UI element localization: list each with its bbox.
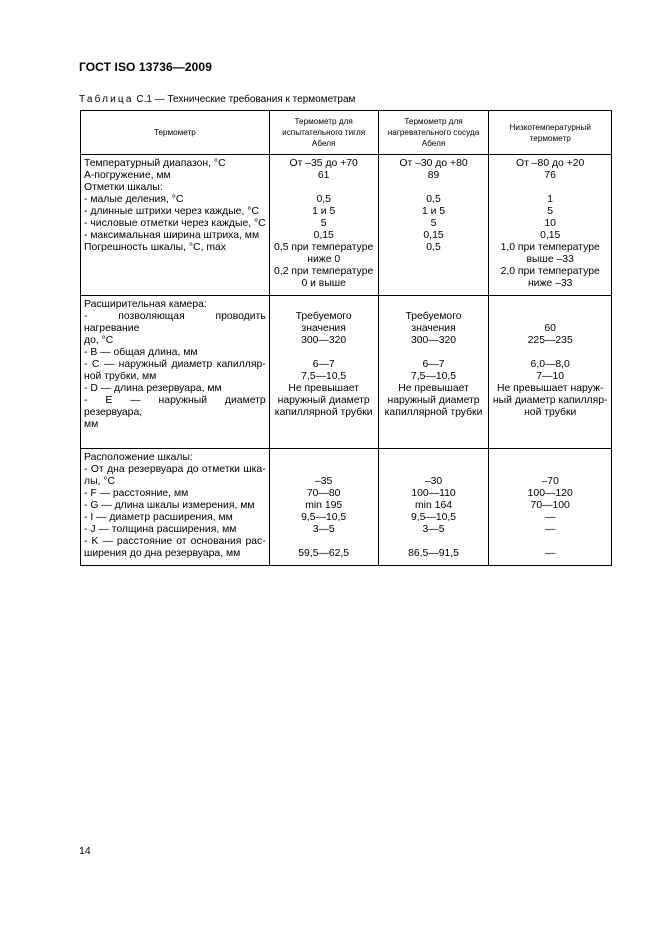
parameter-text: ширения до дна резервуара, мм xyxy=(84,548,241,559)
value-text: значения xyxy=(411,323,456,334)
parameter-text: - В — общая длина, мм xyxy=(84,347,198,358)
table-row-group xyxy=(81,296,612,449)
value-text: 7,5—10,5 xyxy=(301,371,347,382)
column-header: Термометр для испытательного тигля Абеля xyxy=(269,111,378,155)
parameter-cell xyxy=(81,296,270,449)
parameter-text: Погрешность шкалы, °С, max xyxy=(84,242,226,253)
value-text: — xyxy=(545,548,556,559)
page-number: 14 xyxy=(79,845,91,857)
value-text: наружный диаметр xyxy=(277,395,370,406)
document-header: ГОСТ ISO 13736—2009 xyxy=(79,60,212,74)
value-text: 5 xyxy=(320,218,327,229)
value-text: 0,5 xyxy=(316,194,331,205)
value-text: 1 и 5 xyxy=(312,206,336,217)
value-text: 70—100 xyxy=(530,500,570,511)
table-body xyxy=(81,155,612,566)
column-header: Низкотемпературный термометр xyxy=(489,111,612,155)
parameter-text: - От дна резервуара до отметки шка- xyxy=(84,464,266,475)
parameter-text: - С — наружный диаметр капилляр- xyxy=(84,359,266,370)
table-caption-text: С.1 — Технические требования к термометрам xyxy=(136,94,356,105)
value-text: 1 и 5 xyxy=(421,206,446,217)
value-text: 300—320 xyxy=(301,335,347,346)
value-text: От –30 до +80 xyxy=(399,158,468,169)
value-text: значения xyxy=(301,323,346,334)
parameter-text: - I — диаметр расширения, мм xyxy=(84,512,233,523)
value-text: Требуемого xyxy=(405,311,462,322)
value-text: капиллярной трубки xyxy=(274,407,373,418)
table-row-group xyxy=(81,449,612,566)
value-text: 5 xyxy=(547,206,554,217)
value-text: Не превышает xyxy=(398,383,469,394)
parameter-text: - K — расстояние от основания рас- xyxy=(84,536,266,547)
value-text: ной трубки xyxy=(524,407,577,418)
value-text: 100—110 xyxy=(411,488,456,499)
value-text: 225—235 xyxy=(527,335,573,346)
value-text: ниже –33 xyxy=(527,278,573,289)
value-text: 60 xyxy=(544,323,556,334)
parameter-text: - E — наружный диаметр резервуара, xyxy=(84,395,266,418)
value-text: 10 xyxy=(544,218,556,229)
value-text: 7,5—10,5 xyxy=(410,371,457,382)
value-cell xyxy=(269,155,378,296)
value-cell xyxy=(489,296,612,449)
value-text: От –35 до +70 xyxy=(289,158,358,169)
value-text: Не превышает xyxy=(288,383,359,394)
value-text: 0,2 при температуре xyxy=(274,266,374,277)
value-text: 0,15 xyxy=(540,230,561,241)
value-text: 9,5—10,5 xyxy=(410,512,457,523)
value-text: 6,0—8,0 xyxy=(530,359,570,370)
value-text: 59,5—62,5 xyxy=(298,548,350,559)
parameter-text: - D — длина резервуара, мм xyxy=(84,383,222,394)
value-text: 100—120 xyxy=(527,488,573,499)
value-text: –30 xyxy=(424,476,443,487)
value-cell xyxy=(489,449,612,566)
value-text: min 195 xyxy=(305,500,343,511)
parameter-text: - максимальная ширина штриха, мм xyxy=(84,230,260,241)
value-text: ниже 0 xyxy=(307,254,341,265)
value-text: 300—320 xyxy=(410,335,457,346)
value-text: 0,5 xyxy=(426,194,441,205)
value-text: 2,0 при температуре xyxy=(500,266,600,277)
value-text: — xyxy=(545,524,556,535)
value-cell xyxy=(269,449,378,566)
parameter-text: - J — толщина расширения, мм xyxy=(84,524,237,535)
parameter-text: ной трубки, мм xyxy=(84,371,157,382)
value-text: выше –33 xyxy=(526,254,574,265)
value-text: 0,5 при температуре xyxy=(274,242,374,253)
value-text: 86,5—91,5 xyxy=(408,548,459,559)
value-text: 7—10 xyxy=(536,371,565,382)
value-text: 3—5 xyxy=(422,524,445,535)
value-text: –70 xyxy=(541,476,559,487)
value-cell xyxy=(378,449,489,566)
column-header: Термометр для нагревательного сосуда Абеля xyxy=(378,111,489,155)
column-header: Термометр xyxy=(81,111,270,155)
value-cell xyxy=(378,155,489,296)
value-text: наружный диаметр xyxy=(387,395,480,406)
parameter-text: Температурный диапазон, °С xyxy=(84,158,226,169)
value-text: –35 xyxy=(315,476,333,487)
value-text: 0,15 xyxy=(313,230,334,241)
table-header-row xyxy=(81,111,612,155)
value-text: 1,0 при температуре xyxy=(500,242,600,253)
parameter-text: до, °С xyxy=(84,335,114,346)
value-text: 89 xyxy=(427,170,440,181)
value-text: ный диаметр капилляр- xyxy=(492,395,608,406)
parameter-text: - числовые отметки через каждые, °С xyxy=(84,218,266,229)
value-text: 9,5—10,5 xyxy=(301,512,347,523)
parameter-text: - малые деления, °С xyxy=(84,194,184,205)
value-text: 61 xyxy=(317,170,330,181)
value-text: капиллярной трубки xyxy=(384,407,483,418)
value-text: 3—5 xyxy=(312,524,335,535)
value-text: 1 xyxy=(547,194,554,205)
parameter-text: мм xyxy=(84,419,99,430)
value-text: Требуемого xyxy=(295,311,352,322)
value-cell xyxy=(269,296,378,449)
value-text: Не превышает наруж- xyxy=(496,383,604,394)
value-text: 0 и выше xyxy=(301,278,346,289)
parameter-text: - F — расстояние, мм xyxy=(84,488,189,499)
value-cell xyxy=(378,296,489,449)
parameter-text: Расположение шкалы: xyxy=(84,452,193,463)
parameter-text: Отметки шкалы: xyxy=(84,182,163,193)
table-caption-label: Таблица xyxy=(79,94,134,105)
parameter-text: А-погружение, мм xyxy=(84,170,171,181)
parameter-text: - G — длина шкалы измерения, мм xyxy=(84,500,255,511)
value-text: От –80 до +20 xyxy=(516,158,585,169)
parameter-text: - позволяющая проводить нагревание xyxy=(84,311,266,334)
value-text: 5 xyxy=(430,218,437,229)
table-row-group xyxy=(81,155,612,296)
value-text: 0,5 xyxy=(426,242,441,253)
requirements-table xyxy=(80,110,612,566)
value-text: 6—7 xyxy=(422,359,445,370)
parameter-cell xyxy=(81,155,270,296)
value-text: min 164 xyxy=(415,500,452,511)
parameter-text: лы, °С xyxy=(84,476,115,487)
value-text: 6—7 xyxy=(312,359,335,370)
parameter-text: Расширительная камера: xyxy=(84,299,207,310)
value-text: 76 xyxy=(544,170,556,181)
value-text: 70—80 xyxy=(306,488,341,499)
value-text: — xyxy=(545,512,556,523)
value-text: 0,15 xyxy=(423,230,444,241)
parameter-cell xyxy=(81,449,270,566)
parameter-text: - длинные штрихи через каждые, °С xyxy=(84,206,259,217)
table-caption xyxy=(79,94,355,105)
value-cell xyxy=(489,155,612,296)
